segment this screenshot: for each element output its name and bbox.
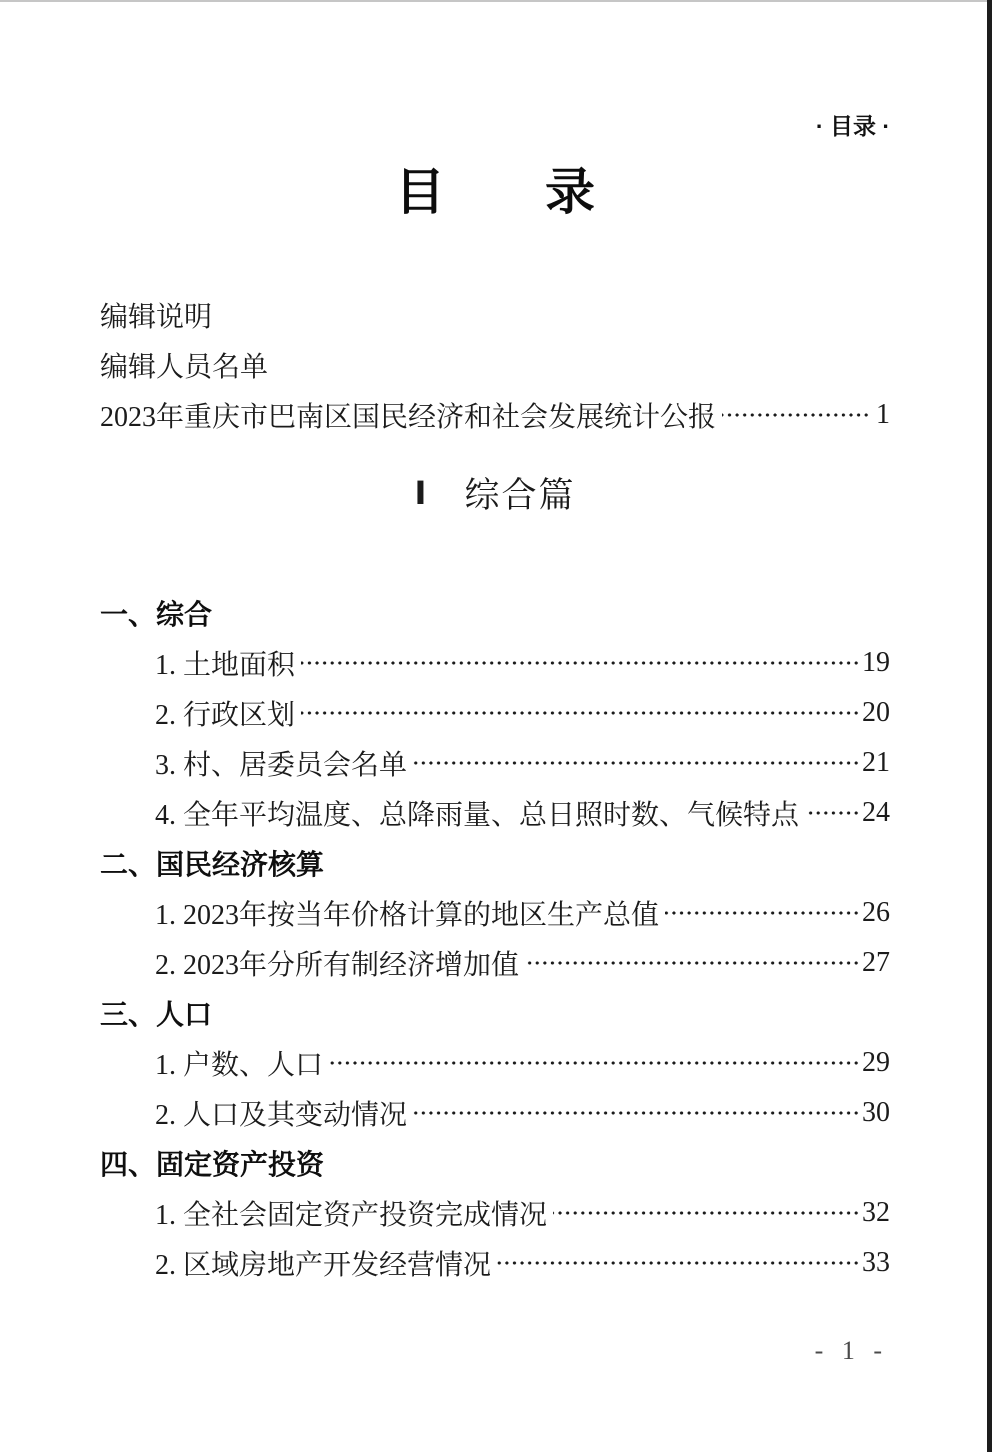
section-heading: 四、固定资产投资 [100,1149,325,1180]
toc-leader-dots [553,1188,860,1238]
toc-leader-dots [722,390,870,440]
toc-item-page: 30 [862,1097,890,1128]
front-list [100,290,890,440]
toc-item-page: 27 [862,947,890,978]
page-title: 目 录 [395,164,595,220]
toc-leader-dots [497,1238,860,1288]
toc-item-label: 2. 行政区划 [155,700,296,731]
toc-leader-dots [665,888,860,938]
part-numeral: Ⅰ [414,475,427,511]
toc-item-label: 2023年重庆市巴南区国民经济和社会发展统计公报 [100,402,717,433]
toc-item-page: 29 [862,1047,890,1078]
toc-item-label: 编辑人员名单 [100,352,269,383]
toc-item-page: 21 [862,747,890,778]
toc-item-page: 24 [862,797,890,828]
toc-leader-dots [525,938,860,988]
toc-item-label: 2. 人口及其变动情况 [155,1100,408,1131]
footer-page-number: - 1 - [814,1336,888,1365]
part-heading [100,470,890,516]
section-heading: 二、国民经济核算 [100,849,325,880]
toc-item-page: 33 [862,1247,890,1278]
toc-item [100,938,890,988]
toc-item-page: 32 [862,1197,890,1228]
running-header: · 目录 · [815,113,890,139]
toc-item-label: 3. 村、居委员会名单 [155,750,408,781]
toc-leader-dots [301,688,860,738]
toc-item [100,788,890,838]
part-title: 综合篇 [464,476,576,515]
toc-item-label: 1. 2023年按当年价格计算的地区生产总值 [155,900,660,931]
section-heading: 三、人口 [100,999,213,1030]
toc-item-label: 2. 区域房地产开发经营情况 [155,1250,492,1281]
toc-item-label: 编辑说明 [100,302,213,333]
toc-item [100,888,890,938]
toc-item-label: 1. 户数、人口 [155,1050,324,1081]
toc-leader-dots [413,738,860,788]
toc-leader-dots [329,1038,860,1088]
toc-item [100,1088,890,1138]
toc-item-page: 20 [862,697,890,728]
sections [100,588,890,1288]
toc-leader-dots [805,788,860,838]
toc-leader-dots [301,638,860,688]
toc-item-label: 1. 全社会固定资产投资完成情况 [155,1200,548,1231]
toc-item [100,390,890,440]
toc-leader-dots [413,1088,860,1138]
toc-item [100,290,890,340]
toc-item-label: 4. 全年平均温度、总降雨量、总日照时数、气候特点 [155,800,800,831]
toc-item [100,738,890,788]
toc-item [100,688,890,738]
toc-item [100,1188,890,1238]
toc-item [100,638,890,688]
toc-item-page: 19 [862,647,890,678]
toc-item-page: 26 [862,897,890,928]
toc-item-label: 1. 土地面积 [155,650,296,681]
section-heading: 一、综合 [100,599,213,630]
toc-item-label: 2. 2023年分所有制经济增加值 [155,950,520,981]
toc-item [100,1038,890,1088]
toc-item [100,340,890,390]
toc-item [100,1238,890,1288]
toc-item-page: 1 [876,399,890,430]
